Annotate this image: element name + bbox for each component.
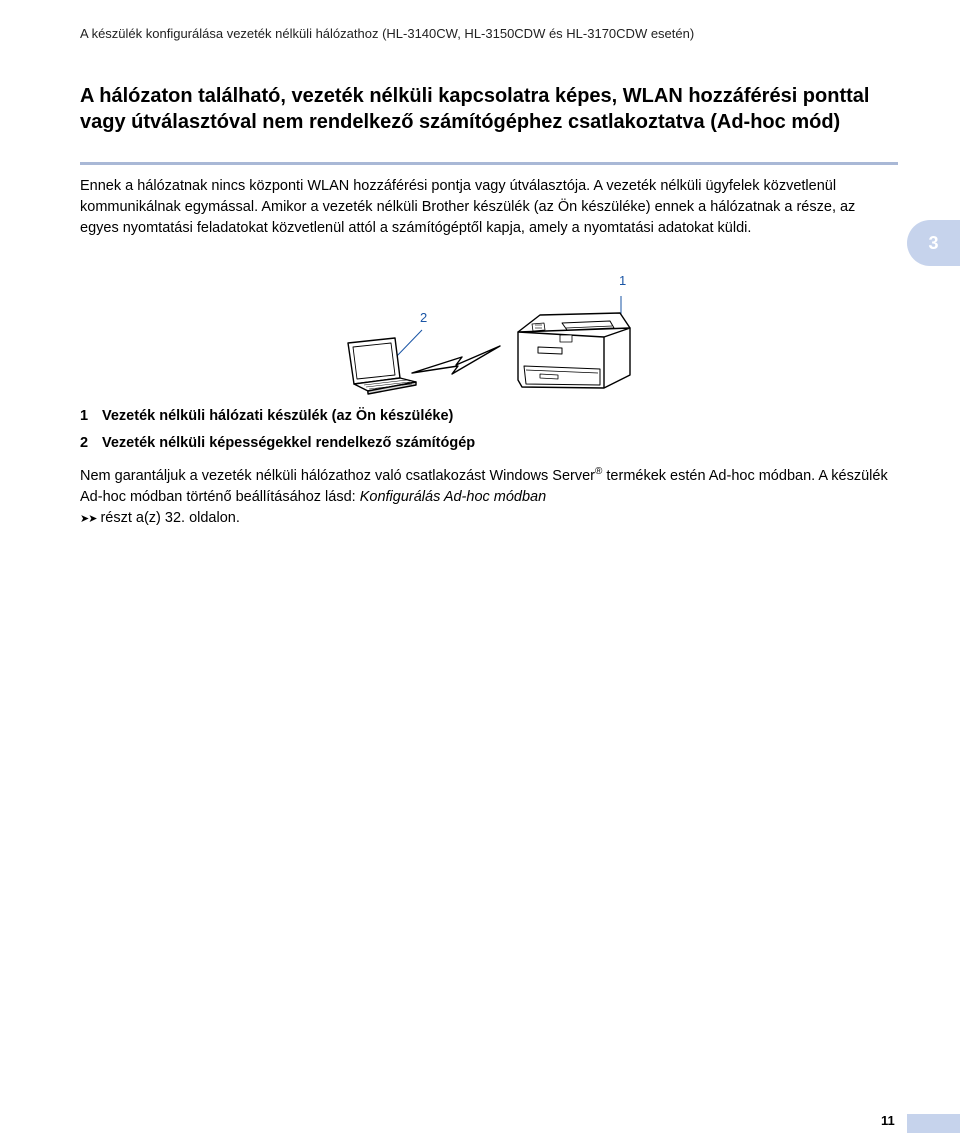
legend-text: Vezeték nélküli hálózati készülék (az Ön készüléke) [102, 408, 454, 424]
note-text-1: Nem garantáljuk a vezeték nélküli hálózathoz való csatlakozást Windows Server [80, 468, 595, 484]
callout-2: 2 [420, 310, 428, 325]
adhoc-illustration [340, 290, 640, 400]
title-rule [80, 162, 898, 165]
section-title: A hálózaton található, vezeték nélküli kapcsolatra képes, WLAN hozzáférési ponttal vagy útválasztóval nem rendelkező számítógéphez csatlakoztatva (Ad-hoc mód) [80, 85, 870, 133]
footer-bar [907, 1114, 960, 1133]
callout-2-leader [395, 330, 422, 358]
intro-paragraph: Ennek a hálózatnak nincs központi WLAN hozzáférési pontja vagy útválasztója. A vezeték nélküli ügyfelek közvetlenül kommunikálnak egymással. Amikor a vezeték nélküli Brother készülék (az Ön készüléke) ennek a hálózatnak a része, az egyes nyomtatási feladatokat közvetlenül attól a számítógéptől kapja, amely a nyomtatási adatokat küldi. [80, 178, 856, 236]
cross-reference-link[interactable]: Konfigurálás Ad-hoc módban [359, 489, 547, 505]
wireless-signal-icon [412, 346, 500, 374]
note-paragraph [80, 466, 900, 530]
legend-number: 1 [80, 408, 89, 424]
callout-1: 1 [619, 273, 627, 288]
printer-icon [518, 313, 630, 388]
note-text-2: termékek estén Ad-hoc módban. A készülék Ad-hoc módban történő beállításához lásd: [80, 468, 888, 505]
running-header: A készülék konfigurálása vezeték nélküli hálózathoz (HL-3140CW, HL-3150CDW és HL-3170CDW esetén) [80, 26, 695, 41]
legend-item-2 [80, 435, 475, 451]
legend-item-1 [80, 408, 453, 424]
legend-text: Vezeték nélküli képességekkel rendelkező számítógép [102, 435, 476, 451]
chapter-number: 3 [928, 232, 939, 253]
page-number: 11 [881, 1113, 895, 1128]
legend-number: 2 [80, 435, 89, 451]
registered-mark: ® [595, 466, 603, 478]
chapter-tab [907, 220, 960, 266]
double-arrow-icon: ➤➤ [80, 513, 97, 525]
note-text-3: részt a(z) 32. oldalon. [100, 510, 240, 526]
